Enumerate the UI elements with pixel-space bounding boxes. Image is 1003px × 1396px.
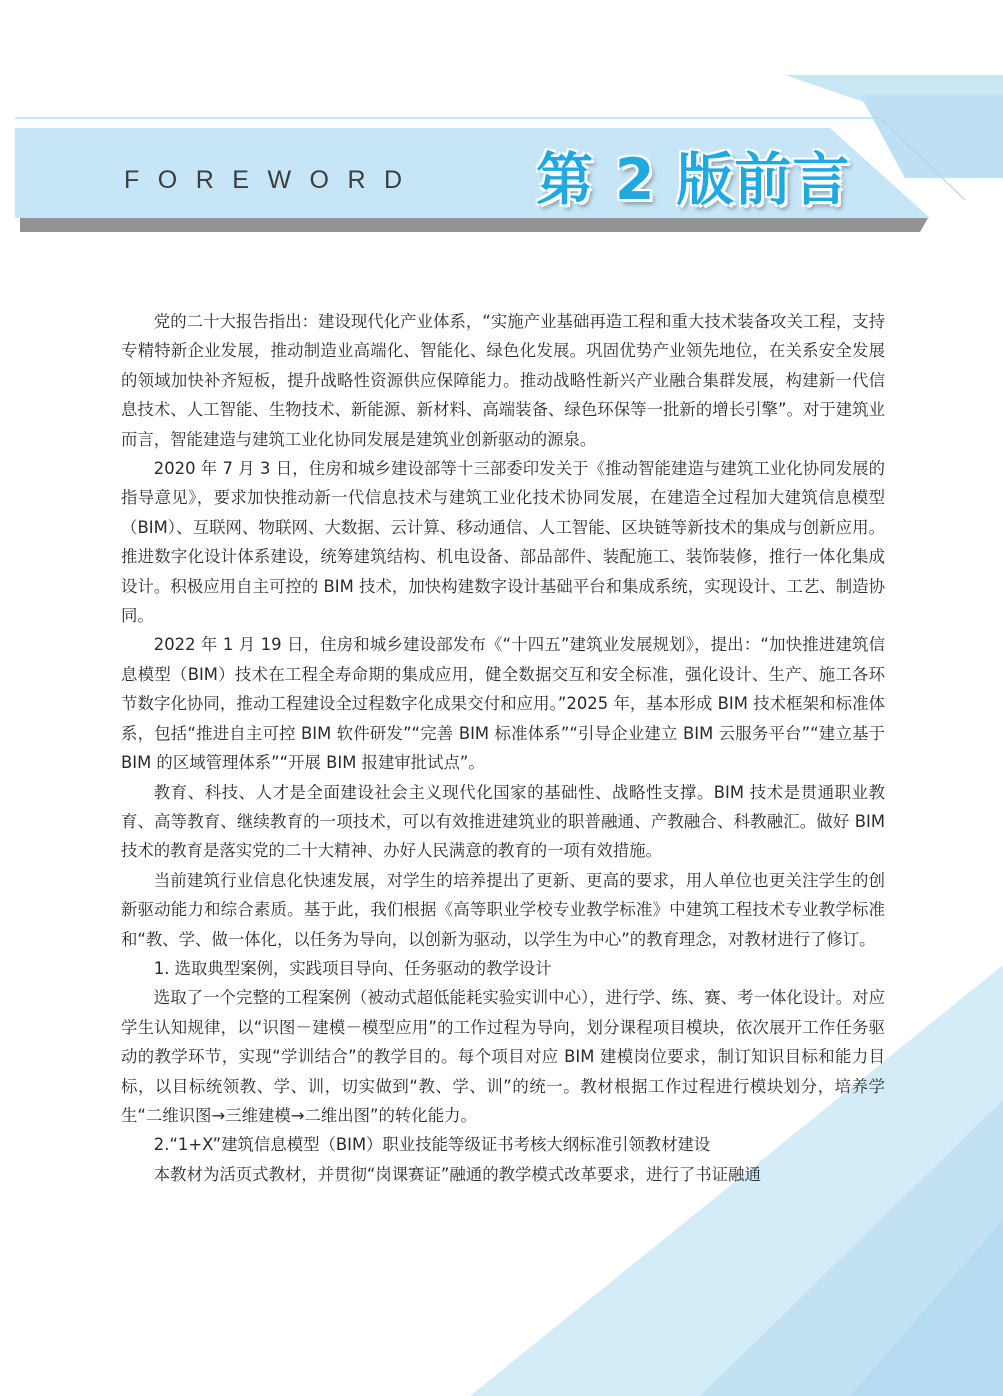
- paragraph: 本教材为活页式教材，并贯彻“岗课赛证”融通的教学模式改革要求，进行了书证融通: [153, 1164, 761, 1184]
- paragraph: 教育、科技、人才是全面建设社会主义现代化国家的基础性、战略性支撑。BIM 技术是贯通职业教育、高等教育、继续教育的一项技术，可以有效推进建筑业的职普融通、产教融合、科教融汇。做好 BIM 技术的教育是落实党的二十大精神、办好人民满意的教育的一项有效措施。: [121, 782, 885, 861]
- section-heading: 1. 选取典型案例，实践项目导向、任务驱动的教学设计: [153, 958, 552, 978]
- corner-block-top-dark: [860, 95, 1003, 178]
- paragraph: 当前建筑行业信息化快速发展，对学生的培养提出了更新、更高的要求，用人单位也更关注学生的创新驱动能力和综合素质。基于此，我们根据《高等职业学校专业教学标准》中建筑工程技术专业教学标准和“教、学、做一体化，以任务为导向，以创新为驱动，以学生为中心”的教育理念，对教材进行了修订。: [121, 870, 885, 949]
- foreword-body: [121, 307, 885, 1189]
- section-heading: 2.“1+X”建筑信息模型（BIM）职业技能等级证书考核大纲标准引领教材建设: [153, 1135, 711, 1155]
- paragraph: 2020 年 7 月 3 日，住房和城乡建设部等十三部委印发关于《推动智能建造与建筑工业化协同发展的指导意见》，要求加快推动新一代信息技术与建筑工业化技术协同发展，在建造全过程加大建筑信息模型（BIM）、互联网、物联网、大数据、云计算、移动通信、人工智能、区块链等新技术的集成与创新应用。推进数字化设计体系建设，统筹建筑结构、机电设备、部品部件、装配施工、装饰装修，推行一体化集成设计。积极应用自主可控的 BIM 技术，加快构建数字设计基础平台和集成系统，实现设计、工艺、制造协同。: [121, 459, 885, 626]
- paragraph: 选取了一个完整的工程案例（被动式超低能耗实验实训中心），进行学、练、赛、考一体化设计。对应学生认知规律，以“识图－建模－模型应用”的工作过程为导向，划分课程项目模块，依次展开工作任务驱动的教学环节，实现“学训结合”的教学目的。每个项目对应 BIM 建模岗位要求，制订知识目标和能力目标，以目标统领教、学、训，切实做到“教、学、训”的统一。教材根据工作过程进行模块划分，培养学生“二维识图→三维建模→二维出图”的转化能力。: [121, 988, 885, 1125]
- header-english-title: FOREWORD: [124, 166, 421, 194]
- paragraph: 2022 年 1 月 19 日，住房和城乡建设部发布《“十四五”建筑业发展规划》，提出：“加快推进建筑信息模型（BIM）技术在工程全寿命期的集成应用，健全数据交互和安全标准，强化设计、生产、施工各环节数字化协同，推动工程建设全过程数字化成果交付和应用。”2025 年，基本形成 BIM 技术框架和标准体系，包括“推进自主可控 BIM 软件研发”“完善 BIM 标准体系”“引导企业建立 BIM 云服务平台”“建立基于 BIM 的区域管理体系”“开展 BIM 报建审批试点”。: [121, 635, 885, 773]
- paragraph: 党的二十大报告指出：建设现代化产业体系，“实施产业基础再造工程和重大技术装备攻关工程，支持专精特新企业发展，推动制造业高端化、智能化、绿色化发展。巩固优势产业领先地位，在关系安全发展的领域加快补齐短板，提升战略性资源供应保障能力。推动战略性新兴产业融合集群发展，构建新一代信息技术、人工智能、生物技术、新能源、新材料、高端装备、绿色环保等一批新的增长引擎”。对于建筑业而言，智能建造与建筑工业化协同发展是建筑业创新驱动的源泉。: [121, 312, 885, 449]
- banner-shadow: [20, 218, 928, 232]
- header-chinese-title: 第 2 版前言: [536, 147, 851, 213]
